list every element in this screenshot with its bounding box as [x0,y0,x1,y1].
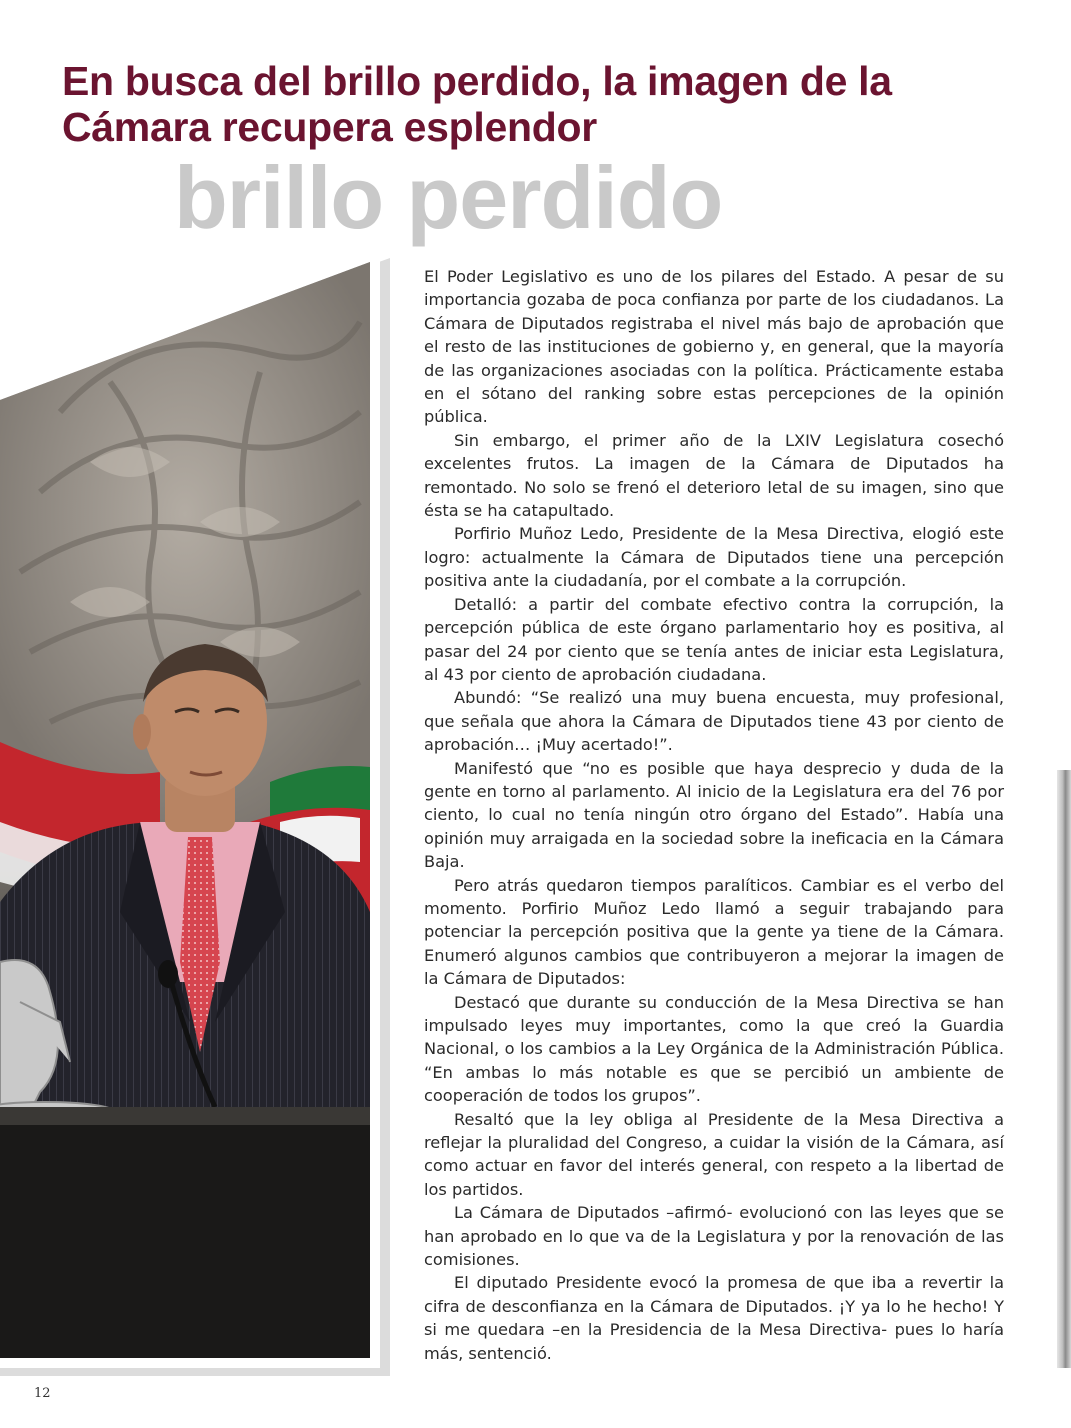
decorative-title: brillo perdido [174,148,723,247]
article-headline [62,58,1022,150]
paragraph: Abundó: “Se realizó una muy buena encuesta, muy profesional, que señala que ahora la Cámara de Diputados tiene 43 por ciento de aprobación… ¡Muy acertado!”. [424,688,1004,755]
photo-illustration [0,262,370,1358]
paragraph: Manifestó que “no es posible que haya desprecio y duda de la gente en torno al parlamento. Al inicio de la Legislatura era del 76 por ciento, lo cual no tenía ningún otro órgano del Estado”. Había una opinión muy arraigada en la sociedad sobre la ineficacia en la Cámara Baja. [424,758,1004,872]
article-photo [0,262,370,1358]
page-edge-strip [1057,770,1071,1368]
paragraph: Porfirio Muñoz Ledo, Presidente de la Mesa Directiva, elogió este logro: actualmente la Cámara de Diputados tiene una percepción positiva ante la ciudadanía, por el combate a la corrupción. [424,524,1004,591]
paragraph: La Cámara de Diputados –afirmó- evolucionó con las leyes que se han aprobado en lo que va de la Legislatura y por la renovación de las comisiones. [424,1203,1004,1270]
paragraph: Destacó que durante su conducción de la Mesa Directiva se han impulsado leyes muy importantes, como la que creó la Guardia Nacional, o los cambios a la Ley Orgánica de la Administración Pública. “En ambas lo más notable es que se percibió un ambiente de cooperación de todos los grupos”. [424,992,1004,1106]
paragraph: Detalló: a partir del combate efectivo contra la corrupción, la percepción pública de este órgano parlamentario hoy es positiva, al pasar del 24 por ciento que se tenía antes de iniciar esta Legislatura, al 43 por ciento de aprobación ciudadana. [424,594,1004,684]
paragraph: Pero atrás quedaron tiempos paralíticos. Cambiar es el verbo del momento. Porfirio Muñoz Ledo llamó a seguir trabajando para potenciar la percepción positiva que la gente ya tiene de la Cámara. Enumeró algunos cambios que contribuyeron a mejorar la imagen de la Cámara de Diputados: [424,875,1004,989]
article-body [424,265,1004,1365]
headline-line-2: Cámara recupera esplendor [62,104,597,150]
paragraph: Resaltó que la ley obliga al Presidente de la Mesa Directiva a reflejar la pluralidad del Congreso, a cuidar la visión de la Cámara, así como actuar en favor del interés general, con respeto a la libertad de los partidos. [424,1109,1004,1199]
paragraph: El Poder Legislativo es uno de los pilares del Estado. A pesar de su importancia gozaba de poca confianza por parte de los ciudadanos. La Cámara de Diputados registraba el nivel más bajo de aprobación que el resto de las instituciones de gobierno y, en general, que la mayoría de las organizaciones asociadas con la política. Prácticamente estaba en el sótano del ranking sobre estas percepciones de la opinión pública. [424,267,1004,427]
page-number: 12 [34,1386,51,1401]
paragraph: El diputado Presidente evocó la promesa de que iba a revertir la cifra de desconfianza en la Cámara de Diputados. ¡Y ya lo he hecho! Y si me quedara –en la Presidencia de la Mesa Directiva- pues lo haría más, sentenció. [424,1273,1004,1363]
headline-line-1: En busca del brillo perdido, la imagen de la [62,58,892,104]
paragraph: Sin embargo, el primer año de la LXIV Legislatura cosechó excelentes frutos. La imagen de la Cámara de Diputados ha remontado. No solo se frenó el deterioro letal de su imagen, sino que ésta se ha catapultado. [424,430,1004,521]
podium [0,1107,370,1358]
